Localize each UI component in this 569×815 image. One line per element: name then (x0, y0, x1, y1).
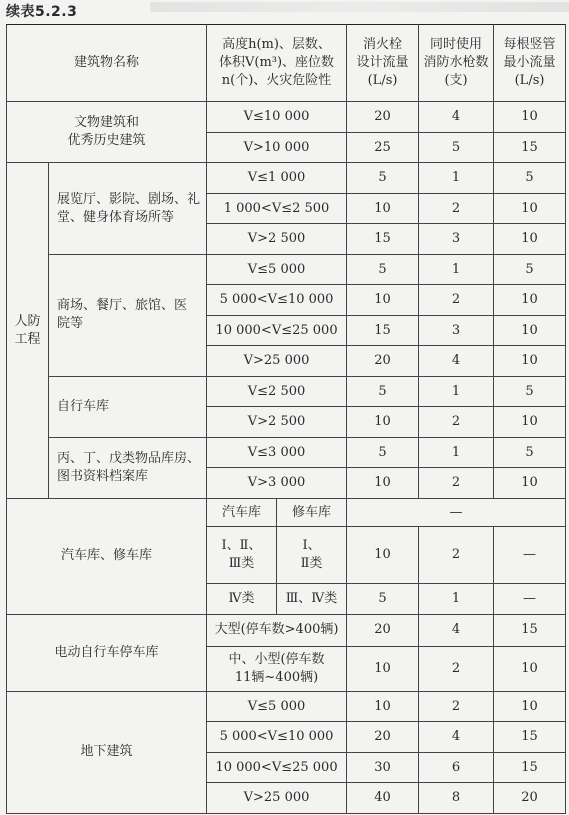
ebike-garage-name: 电动自行车停车库 (7, 614, 207, 691)
garage-merged-dash: — (347, 498, 566, 526)
count-cell: 1 (419, 584, 494, 615)
condition-cell: 5 000<V≤10 000 (207, 285, 347, 316)
underground-building-name: 地下建筑 (7, 691, 207, 813)
count-cell: 8 (419, 783, 494, 814)
min-flow-cell: 10 (494, 346, 566, 377)
garage-name: 汽车库、修车库 (7, 498, 207, 614)
count-cell: 4 (419, 346, 494, 377)
flow-cell: 40 (347, 783, 419, 814)
condition-cell: V≤3 000 (207, 437, 347, 468)
condition-cell: 1 000<V≤2 500 (207, 193, 347, 224)
min-flow-cell: 10 (494, 691, 566, 722)
table-row (7, 376, 566, 407)
heritage-building-name: 文物建筑和 优秀历史建筑 (7, 102, 207, 163)
header-nozzle-count: 同时使用 消防水枪数 (支) (419, 25, 494, 102)
count-cell: 4 (419, 614, 494, 647)
count-cell: 2 (419, 285, 494, 316)
min-flow-cell: 10 (494, 193, 566, 224)
count-cell: 1 (419, 163, 494, 194)
flow-cell: 10 (347, 647, 419, 692)
flow-cell: 10 (347, 527, 419, 584)
min-flow-cell: — (494, 584, 566, 615)
table-row (7, 614, 566, 647)
table-row (7, 437, 566, 468)
min-flow-cell: 10 (494, 285, 566, 316)
min-flow-cell: 10 (494, 407, 566, 438)
garage-class-car: Ⅰ、Ⅱ、 Ⅲ类 (207, 527, 277, 584)
faded-page-header (150, 2, 569, 12)
count-cell: 3 (419, 224, 494, 255)
condition-cell: V≤10 000 (207, 102, 347, 133)
flow-cell: 10 (347, 468, 419, 499)
condition-cell: 5 000<V≤10 000 (207, 722, 347, 753)
min-flow-cell: 10 (494, 647, 566, 692)
garage-class-repair: Ⅰ、 Ⅱ类 (277, 527, 347, 584)
flow-cell: 5 (347, 376, 419, 407)
civil-group-name: 展览厅、影院、剧场、礼 堂、健身体育场所等 (49, 163, 207, 255)
flow-cell: 15 (347, 224, 419, 255)
min-flow-cell: 15 (494, 722, 566, 753)
min-flow-cell: 10 (494, 102, 566, 133)
condition-cell: 中、小型(停车数 11辆~400辆) (207, 647, 347, 692)
count-cell: 3 (419, 315, 494, 346)
condition-cell: V≤5 000 (207, 254, 347, 285)
min-flow-cell: 10 (494, 315, 566, 346)
table-row (7, 498, 566, 526)
condition-cell: V>3 000 (207, 468, 347, 499)
condition-cell: V≤5 000 (207, 691, 347, 722)
min-flow-cell: 15 (494, 614, 566, 647)
civil-group-name: 自行车库 (49, 376, 207, 437)
min-flow-cell: — (494, 527, 566, 584)
count-cell: 2 (419, 193, 494, 224)
min-flow-cell: 5 (494, 254, 566, 285)
count-cell: 2 (419, 407, 494, 438)
flow-cell: 20 (347, 722, 419, 753)
civil-defense-label: 人防 工程 (7, 163, 49, 499)
flow-cell: 15 (347, 315, 419, 346)
min-flow-cell: 15 (494, 132, 566, 163)
table-row (7, 691, 566, 722)
flow-cell: 5 (347, 584, 419, 615)
condition-cell: V>10 000 (207, 132, 347, 163)
garage-subheader-repair: 修车库 (277, 498, 347, 526)
header-building-name: 建筑物名称 (7, 25, 207, 102)
count-cell: 1 (419, 254, 494, 285)
count-cell: 1 (419, 376, 494, 407)
flow-cell: 20 (347, 614, 419, 647)
count-cell: 1 (419, 437, 494, 468)
flow-cell: 30 (347, 752, 419, 783)
flow-cell: 10 (347, 285, 419, 316)
flow-cell: 25 (347, 132, 419, 163)
condition-cell: V≤2 500 (207, 376, 347, 407)
count-cell: 4 (419, 102, 494, 133)
count-cell: 4 (419, 722, 494, 753)
min-flow-cell: 20 (494, 783, 566, 814)
count-cell: 6 (419, 752, 494, 783)
count-cell: 2 (419, 527, 494, 584)
condition-cell: V≤1 000 (207, 163, 347, 194)
condition-cell: 大型(停车数>400辆) (207, 614, 347, 647)
min-flow-cell: 5 (494, 437, 566, 468)
min-flow-cell: 5 (494, 163, 566, 194)
flow-cell: 10 (347, 691, 419, 722)
min-flow-cell: 15 (494, 752, 566, 783)
count-cell: 5 (419, 132, 494, 163)
header-min-riser-flow: 每根竖管 最小流量 (L/s) (494, 25, 566, 102)
condition-cell: 10 000<V≤25 000 (207, 315, 347, 346)
flow-cell: 10 (347, 407, 419, 438)
civil-group-name: 商场、餐厅、旅馆、医 院等 (49, 254, 207, 376)
condition-cell: V>25 000 (207, 783, 347, 814)
header-condition: 高度h(m)、层数、 体积V(m³)、座位数 n(个)、火灾危险性 (207, 25, 347, 102)
min-flow-cell: 5 (494, 376, 566, 407)
condition-cell: V>2 500 (207, 407, 347, 438)
count-cell: 2 (419, 468, 494, 499)
count-cell: 2 (419, 691, 494, 722)
garage-class-repair: Ⅲ、Ⅳ类 (277, 584, 347, 615)
table-row (7, 163, 566, 194)
garage-class-car: Ⅳ类 (207, 584, 277, 615)
flow-cell: 10 (347, 193, 419, 224)
table-row (7, 102, 566, 133)
condition-cell: V>25 000 (207, 346, 347, 377)
table-row (7, 254, 566, 285)
count-cell: 2 (419, 647, 494, 692)
civil-group-name: 丙、丁、戊类物品库房、 图书资料档案库 (49, 437, 207, 498)
flow-cell: 5 (347, 437, 419, 468)
table-header-row (7, 25, 566, 102)
flow-cell: 20 (347, 102, 419, 133)
garage-subheader-car: 汽车库 (207, 498, 277, 526)
fire-hydrant-flow-table (6, 24, 566, 814)
condition-cell: V>2 500 (207, 224, 347, 255)
condition-cell: 10 000<V≤25 000 (207, 752, 347, 783)
min-flow-cell: 10 (494, 468, 566, 499)
header-design-flow: 消火栓 设计流量 (L/s) (347, 25, 419, 102)
min-flow-cell: 10 (494, 224, 566, 255)
flow-cell: 5 (347, 254, 419, 285)
flow-cell: 20 (347, 346, 419, 377)
flow-cell: 5 (347, 163, 419, 194)
table-caption: 续表5.2.3 (6, 4, 78, 20)
